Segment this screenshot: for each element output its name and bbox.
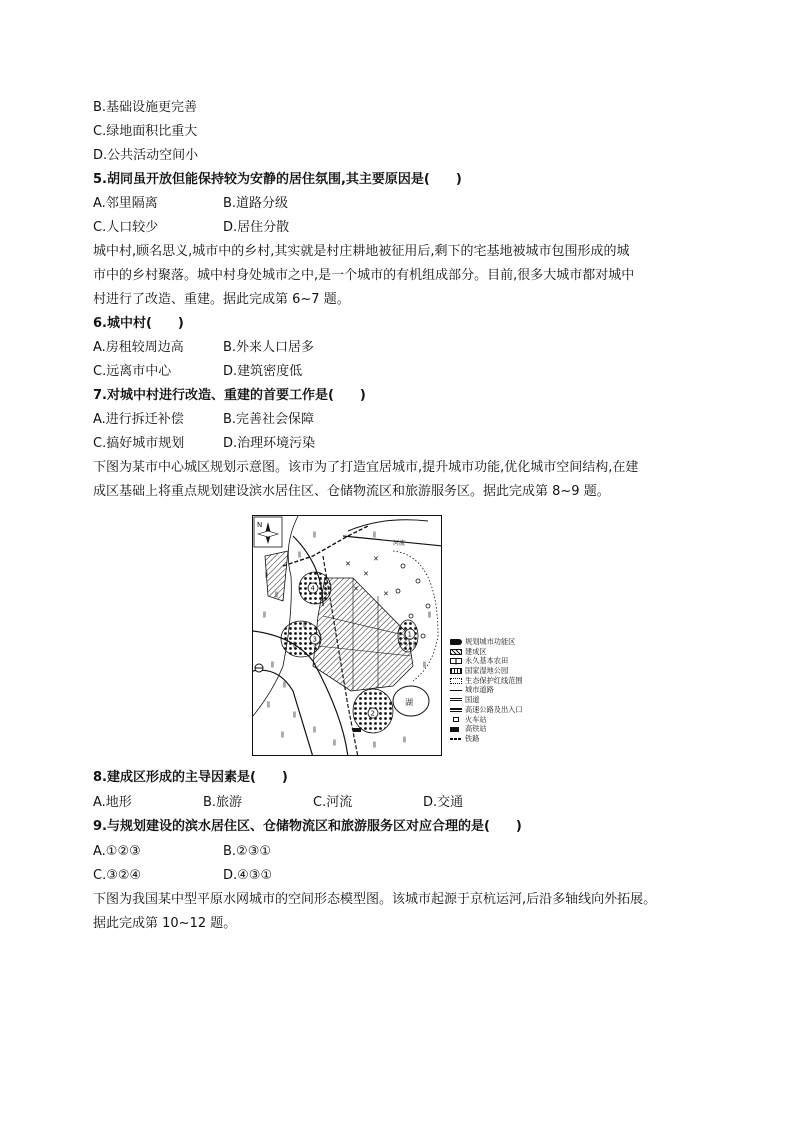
question-7-options-row1 bbox=[93, 410, 314, 430]
svg-text:✕: ✕ bbox=[383, 590, 389, 598]
option-d: D.居住分散 bbox=[223, 220, 290, 235]
option-c: C.远离市中心 bbox=[93, 364, 172, 379]
city-plan-map bbox=[252, 515, 442, 756]
legend-item bbox=[450, 705, 523, 715]
svg-text:ǁ: ǁ bbox=[271, 661, 274, 668]
option-d: D.治理环境污染 bbox=[223, 436, 316, 451]
option-b: B.旅游 bbox=[203, 795, 243, 810]
north-label: N bbox=[257, 521, 263, 529]
svg-text:ǁ: ǁ bbox=[333, 739, 336, 746]
question-9-options-row1 bbox=[93, 842, 271, 862]
svg-text:ǁ: ǁ bbox=[428, 611, 431, 618]
svg-text:ǁ: ǁ bbox=[313, 726, 316, 733]
option-d: D.交通 bbox=[423, 795, 464, 810]
legend-label: 建成区 bbox=[465, 646, 487, 656]
river-label: 河流 bbox=[393, 540, 406, 547]
farmland-swatch: ǁ bbox=[450, 658, 462, 664]
legend-label: 生态保护红线范围 bbox=[465, 675, 523, 685]
option-c: C.人口较少 bbox=[93, 220, 159, 235]
option-a: A.邻里隔离 bbox=[93, 196, 158, 211]
legend-label: 国家湿地公园 bbox=[465, 666, 509, 676]
legend-item bbox=[450, 637, 523, 647]
option-d: D.④③① bbox=[223, 868, 273, 883]
legend-item bbox=[450, 695, 523, 705]
svg-text:✕: ✕ bbox=[345, 560, 351, 568]
passage-line: 城中村,顾名思义,城市中的乡村,其实就是村庄耕地被征用后,剩下的宅基地被城市包围形成的城 bbox=[93, 244, 630, 259]
legend-label: 城市道路 bbox=[465, 685, 494, 695]
legend-label: 永久基本农田 bbox=[465, 656, 509, 666]
planned-zone-swatch bbox=[450, 639, 462, 645]
question-9: 9.与规划建设的滨水居住区、仓储物流区和旅游服务区对应合理的是( ) bbox=[93, 819, 522, 834]
wetland-swatch bbox=[450, 668, 462, 674]
question-8: 8.建成区形成的主导因素是( ) bbox=[93, 770, 288, 785]
train-station-swatch bbox=[453, 717, 459, 722]
svg-text:ǁ: ǁ bbox=[313, 531, 316, 538]
legend-item bbox=[450, 685, 523, 695]
built-up-swatch bbox=[450, 649, 462, 655]
option-a: A.地形 bbox=[93, 795, 132, 810]
option-b: B.外来人口居多 bbox=[223, 340, 315, 355]
svg-text:ǁ: ǁ bbox=[281, 731, 284, 738]
option-c: C.搞好城市规划 bbox=[93, 436, 185, 451]
option-c: C.绿地面积比重大 bbox=[93, 124, 198, 139]
option-c: C.河流 bbox=[313, 795, 353, 810]
north-arrow-icon bbox=[254, 517, 282, 547]
question-7: 7.对城中村进行改造、重建的首要工作是( ) bbox=[93, 388, 366, 403]
zone-label-4: 4 bbox=[310, 584, 315, 593]
zone-label-3: 3 bbox=[312, 635, 317, 644]
option-c: C.③②④ bbox=[93, 868, 142, 883]
svg-text:ǁ: ǁ bbox=[373, 741, 376, 748]
legend-item bbox=[450, 724, 523, 734]
station-icon bbox=[353, 728, 361, 732]
passage-line: 市中的乡村聚落。城中村身处城市之中,是一个城市的有机组成部分。目前,很多大城市都对城中 bbox=[93, 268, 635, 283]
passage-line: 据此完成第 10~12 题。 bbox=[93, 916, 237, 931]
railway bbox=[283, 526, 368, 566]
option-a: A.①②③ bbox=[93, 844, 141, 859]
legend-label: 高速公路及出入口 bbox=[465, 704, 523, 714]
question-5-options-row1 bbox=[93, 194, 288, 214]
legend-item bbox=[450, 676, 523, 686]
hsr-station-swatch bbox=[450, 727, 459, 732]
question-6-options-row1 bbox=[93, 338, 314, 358]
question-6: 6.城中村( ) bbox=[93, 316, 184, 331]
svg-text:ǁ: ǁ bbox=[298, 551, 301, 558]
legend-item bbox=[450, 734, 523, 744]
option-b: B.基础设施更完善 bbox=[93, 100, 198, 115]
svg-text:ǁ: ǁ bbox=[423, 661, 426, 668]
svg-text:ǁ: ǁ bbox=[267, 701, 270, 708]
svg-text:✕: ✕ bbox=[373, 555, 379, 563]
map-legend bbox=[450, 637, 523, 744]
question-7-options-row2 bbox=[93, 434, 315, 454]
legend-item bbox=[450, 656, 523, 666]
passage-line: 村进行了改造、重建。据此完成第 6~7 题。 bbox=[93, 292, 350, 307]
legend-item bbox=[450, 715, 523, 725]
zone-label-2: 2 bbox=[370, 709, 375, 718]
railway-swatch bbox=[450, 738, 462, 740]
option-d: D.建筑密度低 bbox=[223, 364, 303, 379]
passage-line: 成区基础上将重点规划建设滨水居住区、仓储物流区和旅游服务区。据此完成第 8~9 题。 bbox=[93, 484, 610, 499]
legend-label: 规划城市功能区 bbox=[465, 637, 516, 646]
svg-text:ǁ: ǁ bbox=[263, 611, 266, 618]
question-6-options-row2 bbox=[93, 362, 302, 382]
option-d: D.公共活动空间小 bbox=[93, 148, 199, 163]
legend-label: 高铁站 bbox=[465, 724, 487, 734]
lake-label: 湖 bbox=[405, 698, 413, 707]
svg-text:ǁ: ǁ bbox=[403, 736, 406, 743]
legend-item bbox=[450, 666, 523, 676]
national-road-swatch bbox=[450, 698, 462, 701]
passage-line: 下图为我国某中型平原水网城市的空间形态模型图。该城市起源于京杭运河,后沿多轴线向外拓展。 bbox=[93, 892, 657, 907]
option-b: B.道路分级 bbox=[223, 196, 289, 211]
legend-item bbox=[450, 647, 523, 657]
option-a: A.进行拆迁补偿 bbox=[93, 412, 184, 427]
city-road-swatch bbox=[450, 690, 462, 691]
legend-label: 国道 bbox=[465, 695, 480, 705]
eco-swatch bbox=[450, 678, 462, 684]
svg-text:✕: ✕ bbox=[363, 570, 369, 578]
option-b: B.②③① bbox=[223, 844, 272, 859]
wetland-park bbox=[265, 551, 288, 601]
passage-line: 下图为某市中心城区规划示意图。该市为了打造宜居城市,提升城市功能,优化城市空间结构,在建 bbox=[93, 460, 639, 475]
option-a: A.房租较周边高 bbox=[93, 340, 184, 355]
legend-label: 铁路 bbox=[465, 733, 480, 743]
highway-swatch bbox=[450, 708, 462, 712]
legend-label: 火车站 bbox=[465, 714, 487, 724]
question-8-options bbox=[93, 793, 463, 813]
svg-text:ǁ: ǁ bbox=[293, 711, 296, 718]
svg-text:ǁ: ǁ bbox=[373, 531, 376, 538]
question-5: 5.胡同虽开放但能保持较为安静的居住氛围,其主要原因是( ) bbox=[93, 172, 462, 187]
svg-text:ǁ: ǁ bbox=[283, 681, 286, 688]
zone-label-1: 1 bbox=[407, 630, 412, 639]
question-9-options-row2 bbox=[93, 866, 272, 886]
option-b: B.完善社会保障 bbox=[223, 412, 315, 427]
question-5-options-row2 bbox=[93, 218, 289, 238]
